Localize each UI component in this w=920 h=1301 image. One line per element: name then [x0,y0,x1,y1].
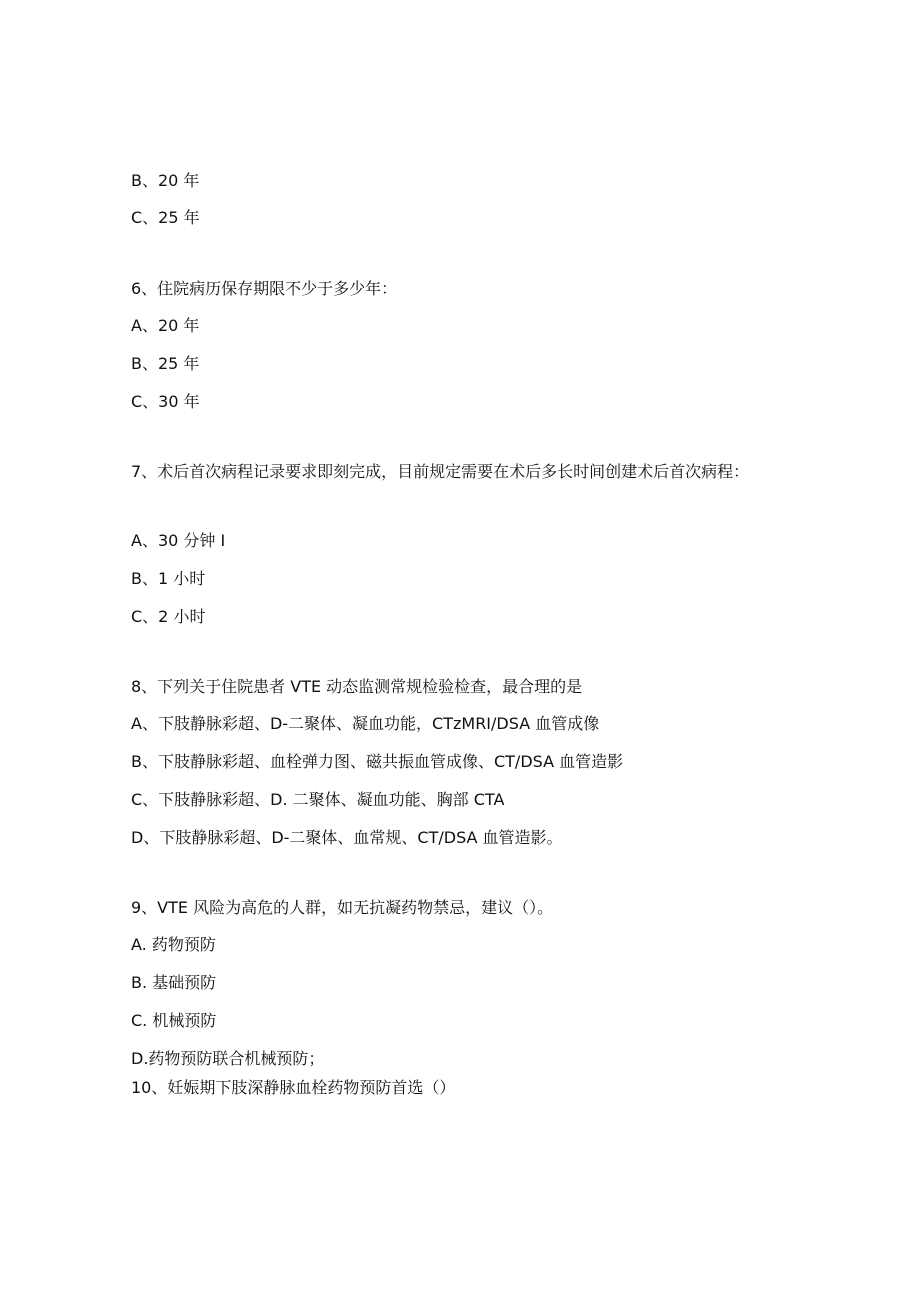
question-7: 7、术后首次病程记录要求即刻完成，目前规定需要在术后多长时间创建术后首次病程： [131,462,750,481]
q6-option-b: B、25 年 [131,354,200,373]
q5-option-b: B、20 年 [131,171,200,190]
q9-option-c: C. 机械预防 [131,1011,217,1030]
q7-option-b: B、1 小时 [131,569,206,588]
q9-option-b: B. 基础预防 [131,973,217,992]
q7-option-c: C、2 小时 [131,607,206,626]
q8-option-c: C、下肢静脉彩超、D. 二聚体、凝血功能、胸部 CTA [131,790,505,809]
q9-option-a: A. 药物预防 [131,935,216,954]
q8-option-d: D、下肢静脉彩超、D-二聚体、血常规、CT/DSA 血管造影。 [131,828,563,847]
q8-option-b: B、下肢静脉彩超、血栓弹力图、磁共振血管成像、CT/DSA 血管造影 [131,752,624,771]
q8-option-a: A、下肢静脉彩超、D-二聚体、凝血功能，CTzMRI/DSA 血管成像 [131,714,600,733]
question-9: 9、VTE 风险为高危的人群，如无抗凝药物禁忌，建议（）。 [131,898,554,917]
question-8: 8、下列关于住院患者 VTE 动态监测常规检验检查，最合理的是 [131,677,583,696]
q7-option-a: A、30 分钟 I [131,531,226,550]
q5-option-c: C、25 年 [131,208,200,227]
q6-option-a: A、20 年 [131,316,200,335]
question-10: 10、妊娠期下肢深静脉血栓药物预防首选（） [131,1078,456,1097]
q9-option-d: D.药物预防联合机械预防； [131,1049,325,1068]
question-6: 6、住院病历保存期限不少于多少年： [131,279,398,298]
q6-option-c: C、30 年 [131,392,200,411]
